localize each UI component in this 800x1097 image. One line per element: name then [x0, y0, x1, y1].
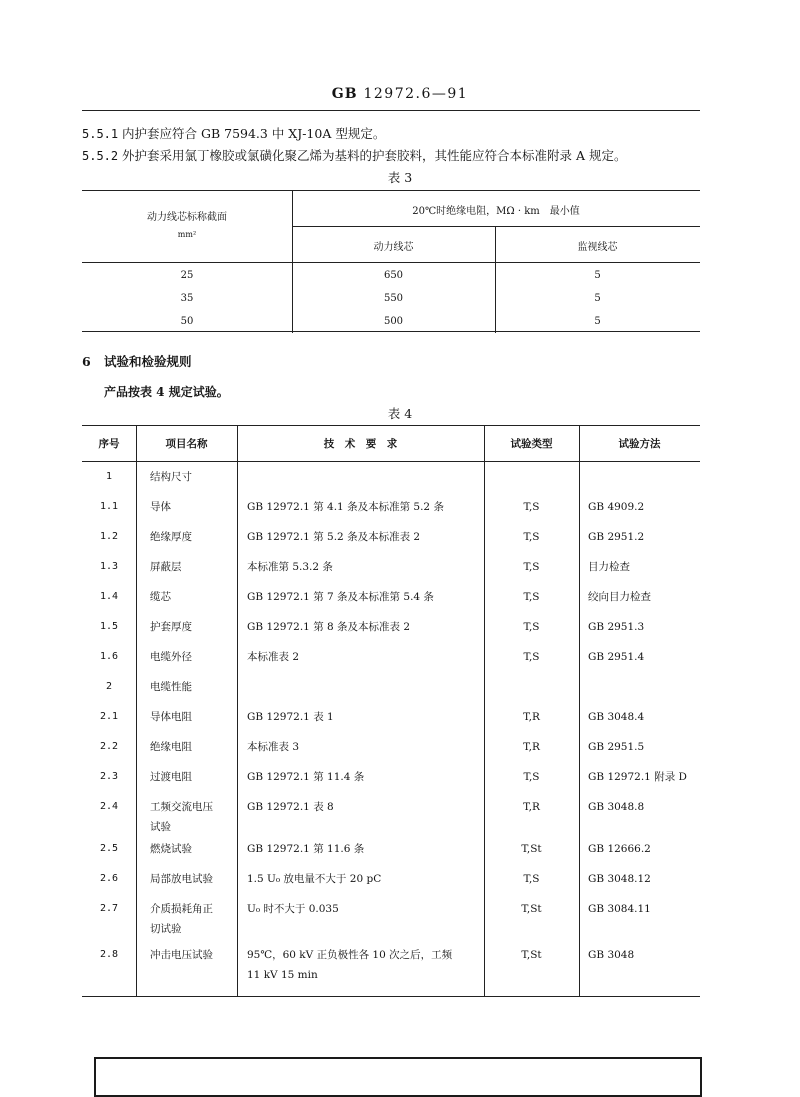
row-number: 1.6 [99, 651, 119, 662]
requirement: GB 12972.1 第 4.1 条及本标准第 5.2 条 [247, 501, 444, 513]
table3-col1-header: 动力线芯标称截面 [147, 212, 227, 223]
requirement: 本标准表 3 [247, 741, 300, 753]
requirement: U₀ 时不大于 0.035 [247, 903, 339, 915]
table3-power-cell: 500 [383, 316, 404, 327]
requirement-cell [247, 707, 484, 727]
test-type: T,S [523, 501, 540, 513]
item-name-cell [150, 737, 240, 757]
requirement-cell [247, 527, 484, 547]
row-number: 1.1 [99, 501, 119, 512]
test-method: GB 4909.2 [588, 501, 645, 513]
test-type-cell [484, 869, 579, 889]
item-name-cell [150, 707, 240, 727]
item-name-cell [150, 869, 240, 889]
test-method-cell [588, 797, 700, 817]
requirement-cell [247, 737, 484, 757]
test-type-cell [484, 945, 579, 965]
test-method: GB 2951.5 [588, 741, 645, 753]
row-number-cell [82, 617, 136, 637]
requirement: GB 12972.1 第 7 条及本标准第 5.4 条 [247, 591, 434, 603]
row-number: 2.2 [99, 741, 119, 752]
requirement: 本标准第 5.3.2 条 [247, 561, 333, 573]
row-number-cell [82, 557, 136, 577]
table3-monitor-cell: 5 [594, 316, 601, 327]
table3-monitor-cell: 5 [594, 270, 601, 281]
table3-monitor-cell: 5 [594, 293, 601, 304]
standard-number: 12972.6—91 [363, 86, 469, 102]
requirement-cell [247, 899, 484, 919]
test-method-cell [588, 737, 700, 757]
requirement-cell [247, 767, 484, 787]
test-type: T,R [523, 801, 540, 813]
item-name-cell [150, 587, 240, 607]
test-type: T,St [521, 843, 542, 855]
item-name-cell [150, 797, 240, 837]
test-method: GB 3048 [588, 949, 635, 961]
section-6-paragraph: 产品按表 4 规定试验。 [104, 385, 229, 399]
test-type: T,R [523, 741, 540, 753]
table4 [82, 425, 700, 997]
header-rule [82, 110, 700, 111]
item-name: 电缆外径 [150, 651, 192, 663]
section-title: 试验和检验规则 [104, 354, 192, 369]
test-type: T,St [521, 903, 542, 915]
test-method-cell [588, 945, 700, 965]
table3 [82, 190, 700, 333]
test-method-cell [588, 869, 700, 889]
test-type: T,R [523, 711, 540, 723]
test-type-cell [484, 839, 579, 859]
table3-top-rule [82, 190, 700, 191]
test-type: T,S [523, 561, 540, 573]
table3-section-cell: 35 [180, 293, 194, 304]
requirement: GB 12972.1 第 11.4 条 [247, 771, 365, 783]
item-name: 冲击电压试验 [150, 949, 213, 961]
row-number-cell [82, 677, 136, 697]
test-method: GB 2951.4 [588, 651, 645, 663]
section-number: 6 [82, 354, 91, 369]
requirement: GB 12972.1 第 5.2 条及本标准表 2 [247, 531, 421, 543]
clause-number: 5.5.2 [82, 149, 119, 163]
row-number-cell [82, 945, 136, 965]
item-name-cell [150, 557, 240, 577]
test-type-cell [484, 797, 579, 817]
test-type-cell [484, 647, 579, 667]
test-type: T,S [523, 771, 540, 783]
requirement-continued: 11 kV 15 min [247, 969, 318, 981]
requirement-cell [247, 797, 484, 817]
section-6-heading [82, 352, 192, 370]
table4-head-rule [82, 461, 700, 462]
item-name-cell [150, 647, 240, 667]
row-number-cell [82, 467, 136, 487]
table4-header-method: 试验方法 [618, 437, 661, 450]
table3-section-cell: 50 [180, 316, 194, 327]
item-name: 燃烧试验 [150, 843, 192, 855]
test-method: 绞向目力检查 [588, 591, 651, 603]
row-number: 1.2 [99, 531, 119, 542]
row-number-cell [82, 767, 136, 787]
test-type: T,St [521, 949, 542, 961]
clause-number: 5.5.1 [82, 127, 119, 141]
item-name: 导体 [150, 501, 171, 513]
page-header [0, 86, 800, 102]
row-number: 2 [105, 681, 113, 692]
row-number: 1.3 [99, 561, 119, 572]
item-name-cell [150, 945, 240, 965]
item-name: 护套厚度 [150, 621, 192, 633]
table3-subheader-power: 动力线芯 [373, 242, 414, 253]
test-method: GB 2951.3 [588, 621, 645, 633]
item-name: 缆芯 [150, 591, 171, 603]
requirement: 1.5 U₀ 放电量不大于 20 pC [247, 873, 382, 885]
table3-subheader-monitor: 监视线芯 [577, 242, 618, 253]
row-number-cell [82, 527, 136, 547]
requirement: GB 12972.1 第 8 条及本标准表 2 [247, 621, 411, 633]
test-method: GB 3048.8 [588, 801, 645, 813]
test-method-cell [588, 647, 700, 667]
table3-section-cell: 25 [180, 270, 194, 281]
test-method: GB 3048.4 [588, 711, 645, 723]
table4-header-req: 技 术 要 求 [323, 437, 398, 450]
test-method: GB 3084.11 [588, 903, 651, 915]
table3-col1-unit: mm² [177, 230, 197, 239]
test-type-cell [484, 899, 579, 919]
table4-vline-1 [136, 425, 137, 997]
row-number: 2.8 [99, 949, 119, 960]
item-name-continued: 试验 [150, 821, 171, 833]
table4-header-item: 项目名称 [165, 437, 208, 450]
table3-bottom-rule [82, 331, 700, 332]
test-method-cell [588, 839, 700, 859]
test-method-cell [588, 527, 700, 547]
row-number: 1.4 [99, 591, 119, 602]
test-method-cell [588, 497, 700, 517]
test-method-cell [588, 899, 700, 919]
row-number: 2.4 [99, 801, 119, 812]
row-number: 2.6 [99, 873, 119, 884]
item-name: 介质损耗角正 [150, 903, 213, 915]
row-number: 2.5 [99, 843, 119, 854]
row-number-cell [82, 647, 136, 667]
table3-power-cell: 650 [383, 270, 404, 281]
clause-5-5-1 [82, 124, 385, 142]
item-name: 绝缘电阻 [150, 741, 192, 753]
test-method: GB 12666.2 [588, 843, 651, 855]
item-name: 电缆性能 [150, 681, 192, 693]
table4-caption: 表 4 [387, 406, 413, 421]
item-name-cell [150, 617, 240, 637]
test-method-cell [588, 767, 700, 787]
requirement-cell [247, 617, 484, 637]
item-name-continued: 切试验 [150, 923, 182, 935]
row-number-cell [82, 737, 136, 757]
requirement: GB 12972.1 第 11.6 条 [247, 843, 365, 855]
requirement: GB 12972.1 表 8 [247, 801, 334, 813]
requirement-cell [247, 945, 484, 985]
requirement-cell [247, 587, 484, 607]
test-type-cell [484, 707, 579, 727]
requirement-cell [247, 839, 484, 859]
item-name-cell [150, 899, 240, 939]
item-name-cell [150, 677, 240, 697]
table4-header-no: 序号 [98, 437, 120, 450]
requirement: 本标准表 2 [247, 651, 300, 663]
requirement-cell [247, 497, 484, 517]
table4-bottom-rule [82, 996, 700, 997]
item-name-cell [150, 497, 240, 517]
row-number-cell [82, 839, 136, 859]
test-type-cell [484, 497, 579, 517]
item-name: 屏蔽层 [150, 561, 182, 573]
footer-frame [94, 1057, 702, 1097]
test-type-cell [484, 587, 579, 607]
clause-text: 外护套采用氯丁橡胶或氯磺化聚乙烯为基料的护套胶料，其性能应符合本标准附录 A 规定。 [122, 148, 627, 163]
item-name: 结构尺寸 [150, 471, 192, 483]
requirement: GB 12972.1 表 1 [247, 711, 334, 723]
table4-vline-4 [579, 425, 580, 997]
item-name: 过渡电阻 [150, 771, 192, 783]
row-number-cell [82, 797, 136, 817]
table3-caption: 表 3 [387, 170, 413, 185]
table3-group-header: 20℃时绝缘电阻，MΩ · km 最小值 [412, 206, 580, 217]
test-method: GB 2951.2 [588, 531, 645, 543]
test-type-cell [484, 557, 579, 577]
test-method-cell [588, 707, 700, 727]
item-name-cell [150, 767, 240, 787]
item-name-cell [150, 467, 240, 487]
clause-5-5-2 [82, 146, 626, 164]
test-method: GB 3048.12 [588, 873, 651, 885]
table3-power-cell: 550 [383, 293, 404, 304]
item-name-cell [150, 527, 240, 547]
test-type: T,S [523, 531, 540, 543]
test-type-cell [484, 737, 579, 757]
row-number-cell [82, 869, 136, 889]
test-method: GB 12972.1 附录 D [588, 771, 687, 783]
test-type-cell [484, 527, 579, 547]
row-number-cell [82, 587, 136, 607]
test-type-cell [484, 767, 579, 787]
requirement: 95℃，60 kV 正负极性各 10 次之后，工频 [247, 949, 453, 961]
row-number: 2.1 [99, 711, 119, 722]
test-method: 目力检查 [588, 561, 630, 573]
item-name: 导体电阻 [150, 711, 192, 723]
item-name: 工频交流电压 [150, 801, 213, 813]
row-number: 1.5 [99, 621, 119, 632]
row-number-cell [82, 899, 136, 919]
requirement-cell [247, 647, 484, 667]
clause-text: 内护套应符合 GB 7594.3 中 XJ-10A 型规定。 [122, 126, 386, 141]
row-number: 2.3 [99, 771, 119, 782]
table3-group-rule [292, 226, 700, 227]
test-type: T,S [523, 651, 540, 663]
row-number: 1 [105, 471, 113, 482]
test-method-cell [588, 557, 700, 577]
table4-header-type: 试验类型 [510, 437, 553, 450]
item-name: 局部放电试验 [150, 873, 213, 885]
row-number-cell [82, 497, 136, 517]
test-type: T,S [523, 591, 540, 603]
test-type: T,S [523, 873, 540, 885]
item-name: 绝缘厚度 [150, 531, 192, 543]
row-number-cell [82, 707, 136, 727]
requirement-cell [247, 557, 484, 577]
test-type: T,S [523, 621, 540, 633]
test-method-cell [588, 587, 700, 607]
standard-prefix: GB [331, 86, 358, 102]
test-method-cell [588, 617, 700, 637]
table3-head-rule [82, 262, 700, 263]
requirement-cell [247, 869, 484, 889]
test-type-cell [484, 617, 579, 637]
item-name-cell [150, 839, 240, 859]
row-number: 2.7 [99, 903, 119, 914]
